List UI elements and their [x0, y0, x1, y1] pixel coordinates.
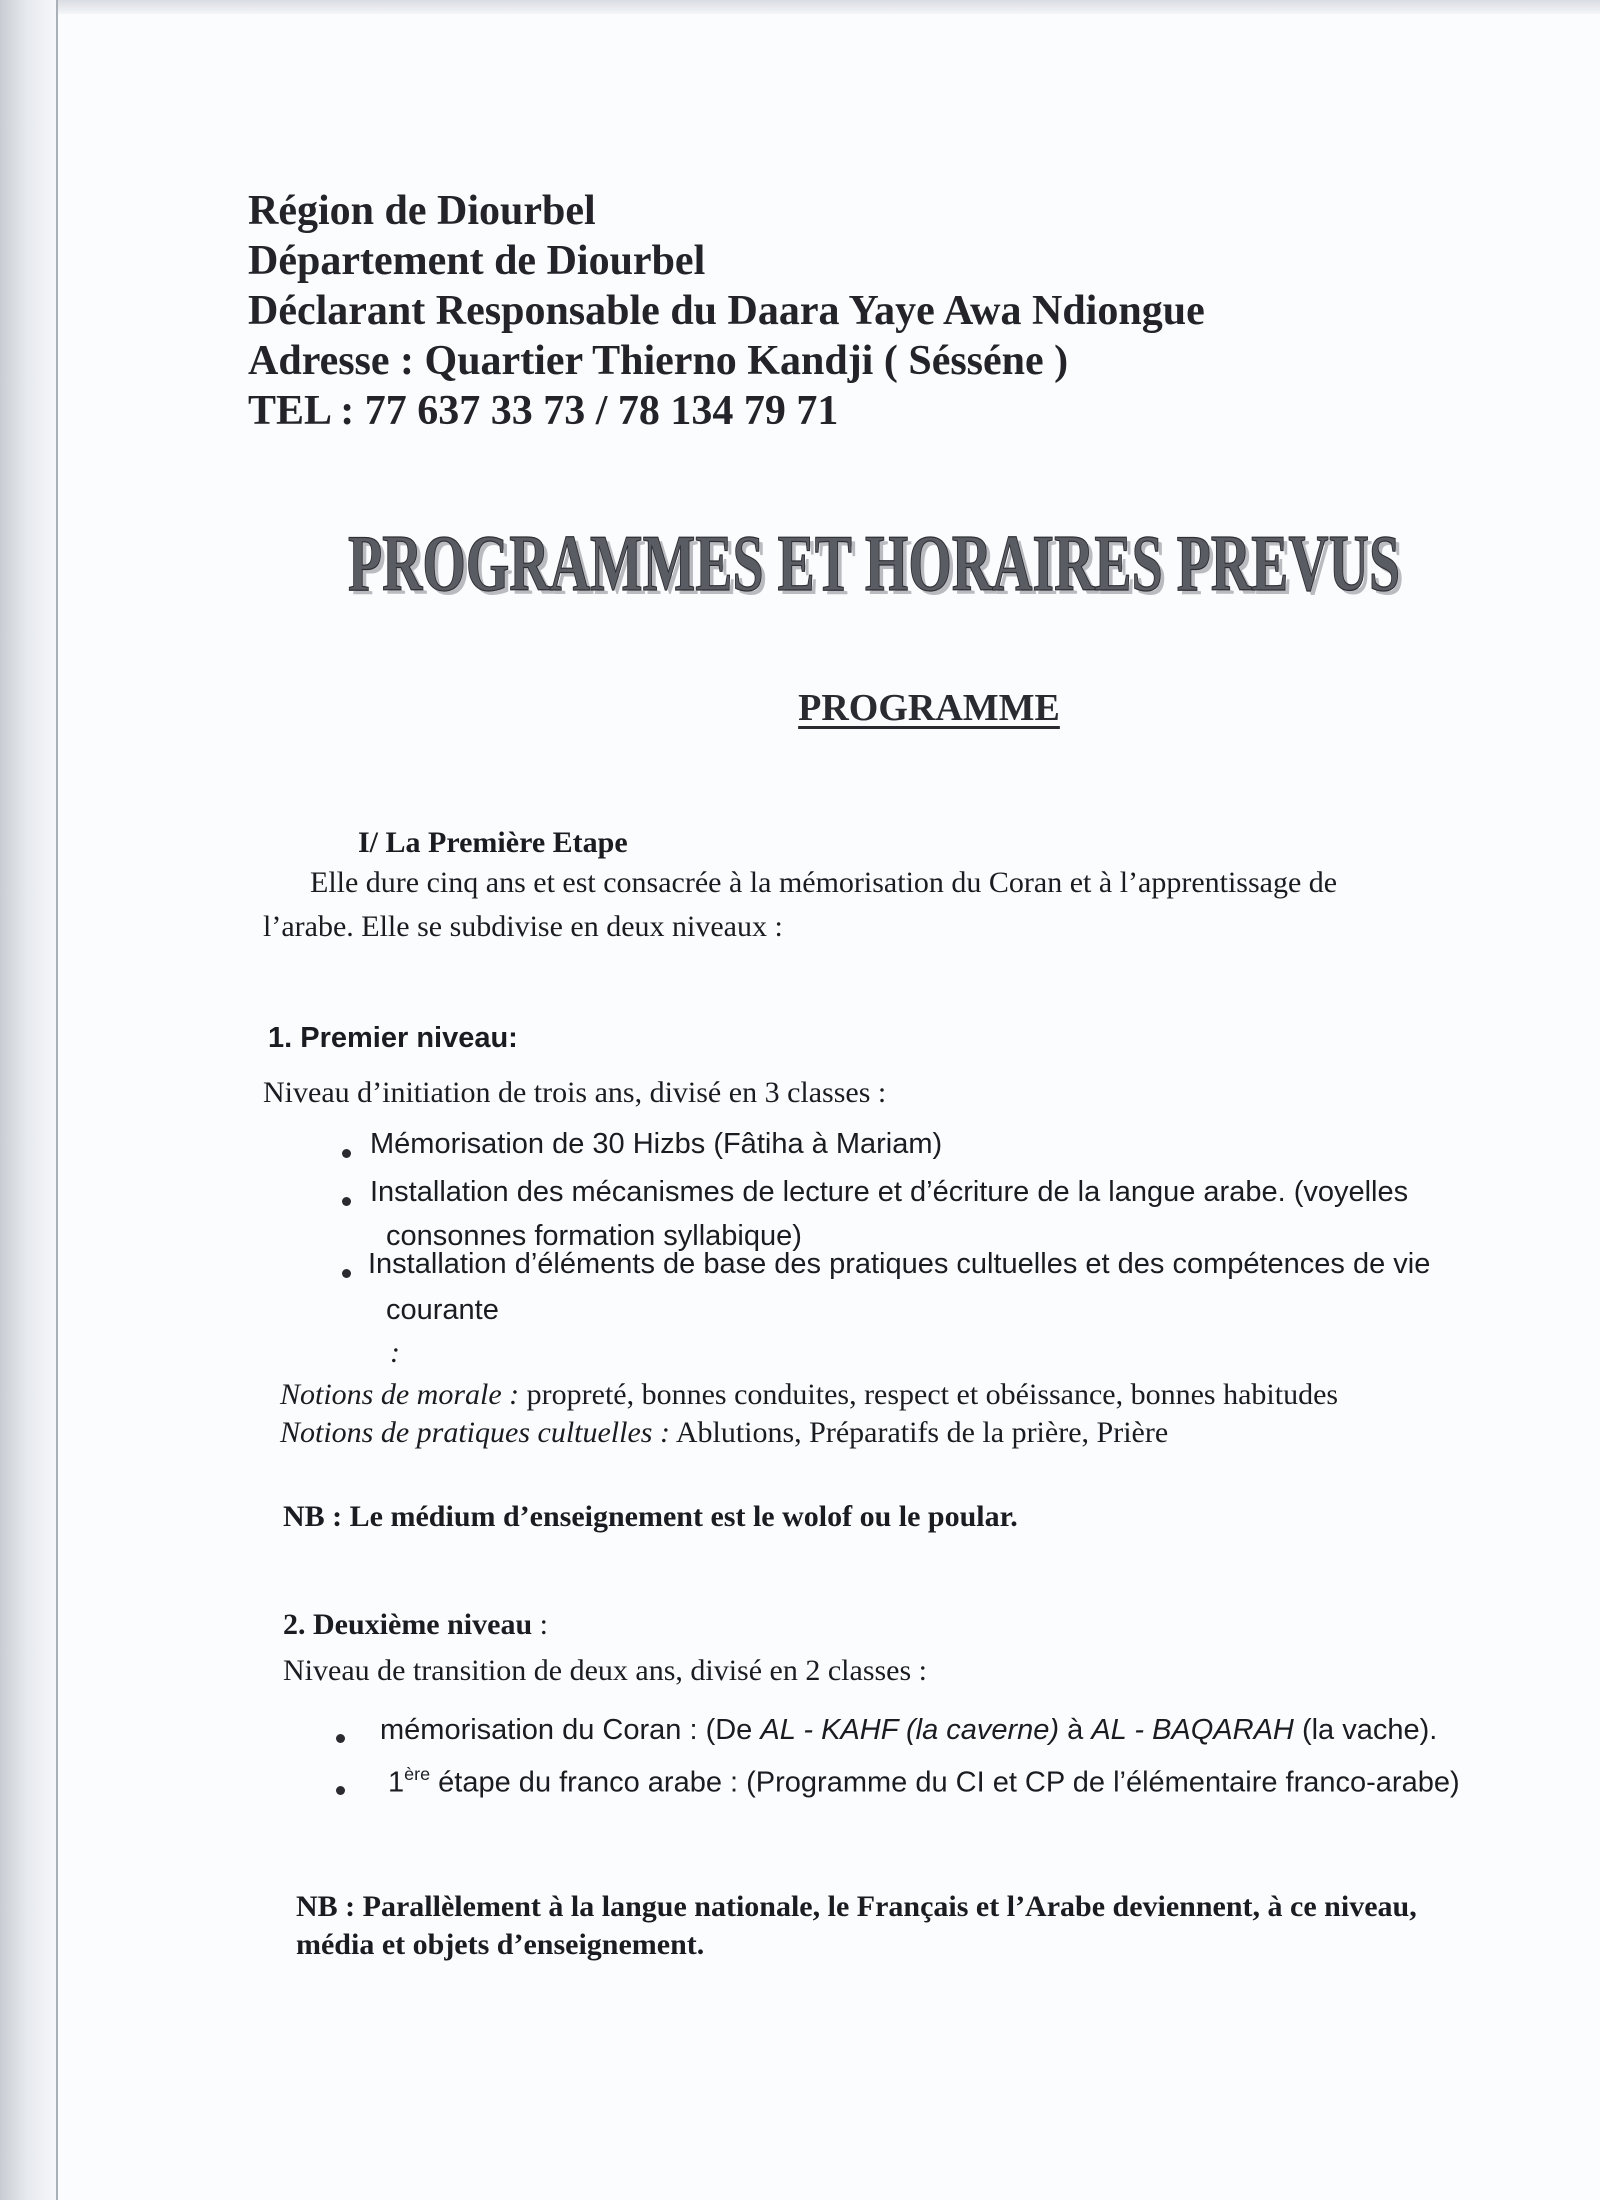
- niveau2-description: Niveau de transition de deux ans, divisé en 2 classes :: [283, 1654, 928, 1687]
- niveau2-bullet1-baqarah: AL - BAQARAH: [1091, 1714, 1294, 1746]
- scan-edge-top: [0, 0, 1600, 14]
- header-departement: Département de Diourbel: [248, 238, 706, 284]
- etape-intro-line1: Elle dure cinq ans et est consacrée à la mémorisation du Coran et à l’apprentissage de: [310, 866, 1338, 899]
- niveau2-bullet1-mid: à: [1059, 1714, 1092, 1746]
- niveau1-description: Niveau d’initiation de trois ans, divisé en 3 classes :: [263, 1076, 887, 1109]
- niveau1-bullet3-line2: courante: [386, 1294, 499, 1326]
- document-page: [58, 14, 1600, 2200]
- niveau2-bullet2-sup: ère: [404, 1764, 431, 1784]
- niveau1-bullet3-line1: Installation d’éléments de base des pratiques cultuelles et des compétences de vie: [368, 1248, 1431, 1280]
- main-title: [348, 502, 1458, 622]
- niveau2-bullet2-num: 1: [388, 1766, 405, 1799]
- etape-heading: I/ La Première Etape: [358, 826, 628, 859]
- section-title-text: PROGRAMME: [798, 687, 1060, 729]
- header-region: Région de Diourbel: [248, 188, 596, 234]
- notions-morale: [280, 1378, 1338, 1412]
- niveau1-bullet2-line1: Installation des mécanismes de lecture et d’écriture de la langue arabe. (voyelles: [370, 1176, 1409, 1208]
- notions-pratiques-label: Notions de pratiques cultuelles :: [280, 1416, 670, 1449]
- niveau2-nb-line1: NB : Parallèlement à la langue nationale, le Français et l’Arabe deviennent, à ce niveau,: [296, 1890, 1417, 1923]
- scan-edge-left: [0, 0, 58, 2200]
- niveau1-bullet1: Mémorisation de 30 Hizbs (Fâtiha à Mariam): [370, 1128, 943, 1160]
- niveau2-heading-colon: :: [532, 1608, 548, 1641]
- niveau2-heading-text: 2. Deuxième niveau: [283, 1608, 533, 1641]
- niveau1-nb: NB : Le médium d’enseignement est le wolof ou le poular.: [283, 1500, 1018, 1533]
- header-declarant: Déclarant Responsable du Daara Yaye Awa Ndiongue: [248, 288, 1205, 334]
- section-title-programme: [58, 686, 1600, 730]
- main-title-shadow: PROGRAMMES ET HORAIRES PREVUS: [352, 524, 1404, 612]
- etape-intro-line2: l’arabe. Elle se subdivise en deux niveaux :: [263, 910, 783, 943]
- stray-colon-mark: :: [390, 1336, 400, 1369]
- main-title-text: PROGRAMMES ET HORAIRES PREVUS: [348, 520, 1400, 608]
- notions-morale-label: Notions de morale :: [280, 1378, 520, 1411]
- bullet-icon: [342, 1269, 351, 1278]
- bullet-icon: [342, 1197, 351, 1206]
- niveau2-bullet1-prefix: mémorisation du Coran : (De: [380, 1714, 761, 1746]
- niveau2-bullet1-kahf: AL - KAHF (la caverne): [760, 1714, 1060, 1746]
- bullet-icon: [342, 1149, 351, 1158]
- bullet-icon: [336, 1786, 345, 1795]
- notions-pratiques-text: Ablutions, Préparatifs de la prière, Prière: [669, 1416, 1169, 1449]
- notions-morale-text: propreté, bonnes conduites, respect et obéissance, bonnes habitudes: [519, 1378, 1339, 1411]
- notions-pratiques: [280, 1416, 1168, 1450]
- niveau2-bullet2: [388, 1764, 1460, 1800]
- niveau2-bullet2-text: étape du franco arabe : (Programme du CI et CP de l’élémentaire franco-arabe): [430, 1766, 1460, 1799]
- niveau2-bullet1-suffix: (la vache).: [1293, 1714, 1438, 1746]
- niveau1-bullet2-line2: consonnes formation syllabique): [386, 1220, 802, 1252]
- niveau2-heading: [283, 1608, 548, 1642]
- bullet-icon: [336, 1734, 345, 1743]
- niveau2-nb-line2: média et objets d’enseignement.: [296, 1928, 705, 1961]
- niveau1-heading: 1. Premier niveau:: [268, 1022, 518, 1054]
- letterhead: [248, 186, 1205, 436]
- niveau2-bullet1: [380, 1714, 1437, 1747]
- header-adresse: Adresse : Quartier Thierno Kandji ( Sésséne ): [248, 338, 1069, 384]
- header-telephone: TEL : 77 637 33 73 / 78 134 79 71: [248, 388, 839, 434]
